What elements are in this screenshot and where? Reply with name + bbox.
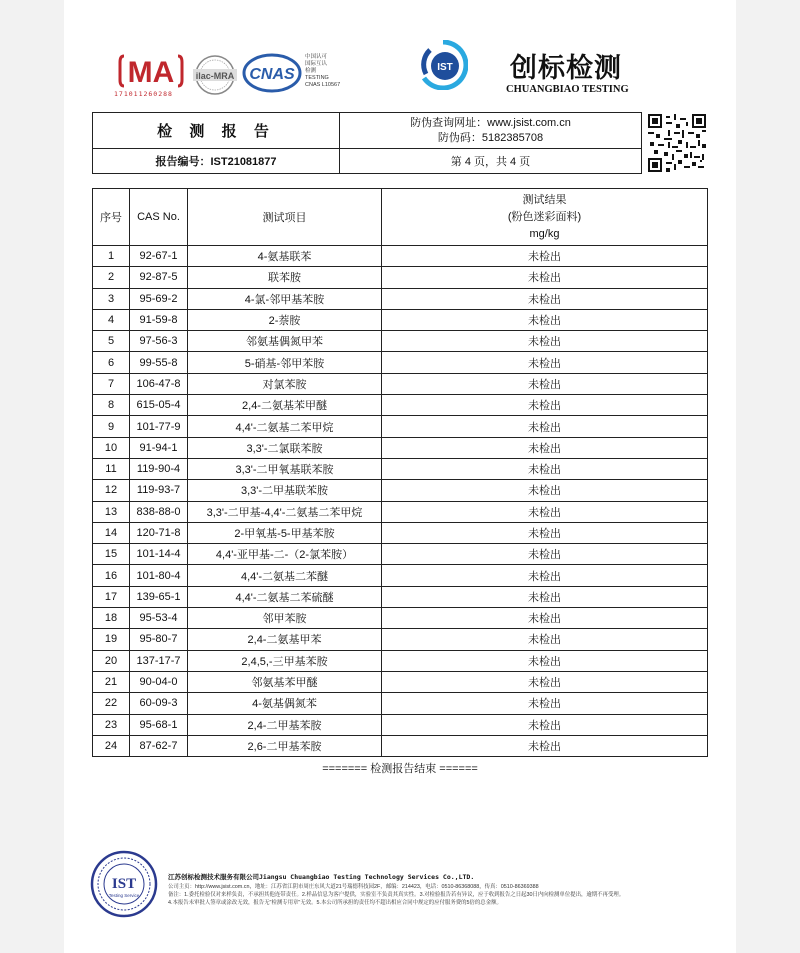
company-name: 江苏创标检测技术服务有限公司Jiangsu Chuangbiao Testing Technology Services Co.,LTD. bbox=[168, 873, 475, 881]
header-result-title: 测试结果 bbox=[522, 193, 567, 206]
cell-item: 4,4'-二氨基二苯甲烷 bbox=[188, 416, 382, 437]
cell-result: 未检出 bbox=[382, 522, 708, 543]
table-row bbox=[93, 437, 708, 458]
cell-result: 未检出 bbox=[382, 586, 708, 607]
cell-result: 未检出 bbox=[382, 331, 708, 352]
cell-result: 未检出 bbox=[382, 458, 708, 479]
cell-item: 5-硝基-邻甲苯胺 bbox=[188, 352, 382, 373]
table-row bbox=[93, 331, 708, 352]
footer-note-2: 4.本报告未审批人签章或涂改无效，报告无"检测专用章"无效。5.本公司所承担的责任均不超出相应合同中规定的应付服务费的5倍的总金额。 bbox=[168, 900, 502, 906]
table-row bbox=[93, 373, 708, 394]
cell-result: 未检出 bbox=[382, 501, 708, 522]
cell-cas: 120-71-8 bbox=[130, 522, 188, 543]
header-result-sample: (粉色迷彩面料) bbox=[507, 210, 582, 223]
cell-item: 4-氯-邻甲基苯胺 bbox=[188, 288, 382, 309]
table-row bbox=[93, 395, 708, 416]
company-address: 公司主页：http://www.jsist.com.cn，地址：江苏省江阴市周庄东风大道21号瑞德科技园2F，邮编：214423，电话：0510-86368088，传真：0510-86369388 bbox=[168, 884, 539, 890]
cell-seq: 22 bbox=[93, 693, 130, 714]
report-info-box bbox=[92, 112, 642, 174]
table-header-row bbox=[93, 189, 708, 246]
verify-url: 防伪查询网址：www.jsist.com.cn bbox=[410, 116, 571, 129]
ist-logo bbox=[418, 40, 468, 90]
ilac-mra-logo bbox=[192, 54, 238, 96]
company-seal-icon bbox=[90, 850, 158, 918]
cell-result: 未检出 bbox=[382, 565, 708, 586]
cell-cas: 87-62-7 bbox=[130, 735, 188, 756]
table-row bbox=[93, 288, 708, 309]
footer-notes bbox=[168, 883, 624, 907]
cell-seq: 13 bbox=[93, 501, 130, 522]
cell-cas: 95-69-2 bbox=[130, 288, 188, 309]
table-row bbox=[93, 458, 708, 479]
cell-seq: 14 bbox=[93, 522, 130, 543]
cell-cas: 137-17-7 bbox=[130, 650, 188, 671]
cell-result: 未检出 bbox=[382, 352, 708, 373]
cell-item: 2,4-二氨基甲苯 bbox=[188, 629, 382, 650]
cell-result: 未检出 bbox=[382, 309, 708, 330]
cell-cas: 139-65-1 bbox=[130, 586, 188, 607]
page-indicator: 第 4 页，共 4 页 bbox=[450, 156, 531, 168]
cell-result: 未检出 bbox=[382, 416, 708, 437]
cnas-accreditation-text bbox=[305, 54, 340, 89]
cell-cas: 615-05-4 bbox=[130, 395, 188, 416]
cell-item: 3,3'-二甲氧基联苯胺 bbox=[188, 458, 382, 479]
cell-cas: 106-47-8 bbox=[130, 373, 188, 394]
cell-result: 未检出 bbox=[382, 544, 708, 565]
cell-item: 2-萘胺 bbox=[188, 309, 382, 330]
page-number-cell bbox=[340, 149, 641, 173]
cell-result: 未检出 bbox=[382, 480, 708, 501]
cell-seq: 6 bbox=[93, 352, 130, 373]
table-row bbox=[93, 608, 708, 629]
cell-cas: 91-94-1 bbox=[130, 437, 188, 458]
cell-seq: 5 bbox=[93, 331, 130, 352]
table-row bbox=[93, 714, 708, 735]
cell-cas: 95-68-1 bbox=[130, 714, 188, 735]
anti-fake-cell bbox=[340, 113, 641, 149]
cell-seq: 24 bbox=[93, 735, 130, 756]
cell-item: 4-氨基联苯 bbox=[188, 246, 382, 267]
cell-cas: 60-09-3 bbox=[130, 693, 188, 714]
cell-cas: 101-14-4 bbox=[130, 544, 188, 565]
cell-seq: 17 bbox=[93, 586, 130, 607]
cell-seq: 20 bbox=[93, 650, 130, 671]
header-cas: CAS No. bbox=[130, 189, 188, 246]
cnas-line: CNAS L10567 bbox=[305, 82, 341, 88]
cell-item: 4,4'-二氨基二苯醚 bbox=[188, 565, 382, 586]
cell-item: 2,4-二甲基苯胺 bbox=[188, 714, 382, 735]
cell-result: 未检出 bbox=[382, 650, 708, 671]
cell-item: 4-氨基偶氮苯 bbox=[188, 693, 382, 714]
cell-item: 2,4,5,-三甲基苯胺 bbox=[188, 650, 382, 671]
cell-cas: 101-77-9 bbox=[130, 416, 188, 437]
cell-seq: 3 bbox=[93, 288, 130, 309]
table-row bbox=[93, 565, 708, 586]
cell-seq: 2 bbox=[93, 267, 130, 288]
header-result-unit: mg/kg bbox=[529, 227, 560, 240]
cell-result: 未检出 bbox=[382, 373, 708, 394]
cell-item: 对氯苯胺 bbox=[188, 373, 382, 394]
cell-cas: 99-55-8 bbox=[130, 352, 188, 373]
cell-item: 3,3'-二甲基-4,4'-二氨基二苯甲烷 bbox=[188, 501, 382, 522]
cnas-logo-text: CNAS bbox=[249, 66, 295, 83]
cell-seq: 16 bbox=[93, 565, 130, 586]
cell-item: 邻甲苯胺 bbox=[188, 608, 382, 629]
cell-item: 邻氨基偶氮甲苯 bbox=[188, 331, 382, 352]
brand-name-cn: 创标检测 bbox=[510, 53, 622, 84]
cell-item: 邻氨基苯甲醚 bbox=[188, 671, 382, 692]
table-row bbox=[93, 671, 708, 692]
table-row bbox=[93, 629, 708, 650]
cell-cas: 119-93-7 bbox=[130, 480, 188, 501]
report-number: 报告编号：IST21081877 bbox=[155, 156, 277, 168]
table-row bbox=[93, 650, 708, 671]
cell-cas: 95-80-7 bbox=[130, 629, 188, 650]
cnas-line: 中国认可 bbox=[305, 54, 328, 60]
report-number-cell bbox=[93, 149, 340, 173]
cell-result: 未检出 bbox=[382, 267, 708, 288]
cell-result: 未检出 bbox=[382, 693, 708, 714]
seal-text: IST bbox=[111, 876, 137, 892]
cell-cas: 91-59-8 bbox=[130, 309, 188, 330]
cell-cas: 90-04-0 bbox=[130, 671, 188, 692]
table-row bbox=[93, 693, 708, 714]
cell-seq: 18 bbox=[93, 608, 130, 629]
cnas-line: 检测 bbox=[305, 68, 317, 74]
table-row bbox=[93, 522, 708, 543]
ist-logo-text: IST bbox=[437, 62, 453, 73]
cnas-line: TESTING bbox=[305, 75, 329, 81]
cell-seq: 12 bbox=[93, 480, 130, 501]
table-row bbox=[93, 246, 708, 267]
cell-seq: 11 bbox=[93, 458, 130, 479]
qr-code bbox=[648, 114, 706, 172]
cell-item: 3,3'-二甲基联苯胺 bbox=[188, 480, 382, 501]
table-row bbox=[93, 352, 708, 373]
cell-result: 未检出 bbox=[382, 671, 708, 692]
cell-seq: 21 bbox=[93, 671, 130, 692]
table-row bbox=[93, 544, 708, 565]
cell-result: 未检出 bbox=[382, 437, 708, 458]
table-row bbox=[93, 735, 708, 756]
cell-seq: 19 bbox=[93, 629, 130, 650]
report-end-marker: ======= 检测报告结束 ====== bbox=[322, 763, 478, 775]
cell-seq: 9 bbox=[93, 416, 130, 437]
cell-item: 4,4'-亚甲基-二-（2-氯苯胺） bbox=[188, 544, 382, 565]
cma-code: 171011260288 bbox=[114, 90, 173, 98]
cell-item: 4,4'-二氨基二苯硫醚 bbox=[188, 586, 382, 607]
cell-item: 2,6-二甲基苯胺 bbox=[188, 735, 382, 756]
header-result bbox=[382, 189, 708, 246]
cell-item: 联苯胺 bbox=[188, 267, 382, 288]
cell-result: 未检出 bbox=[382, 395, 708, 416]
table-row bbox=[93, 480, 708, 501]
cell-result: 未检出 bbox=[382, 735, 708, 756]
cell-cas: 92-87-5 bbox=[130, 267, 188, 288]
cell-result: 未检出 bbox=[382, 288, 708, 309]
cell-result: 未检出 bbox=[382, 714, 708, 735]
cell-seq: 1 bbox=[93, 246, 130, 267]
cell-seq: 23 bbox=[93, 714, 130, 735]
table-row bbox=[93, 501, 708, 522]
cell-seq: 7 bbox=[93, 373, 130, 394]
table-row bbox=[93, 309, 708, 330]
cma-logo-text: MA bbox=[127, 56, 175, 89]
seal-subtext: Testing Service bbox=[108, 893, 140, 898]
cell-cas: 97-56-3 bbox=[130, 331, 188, 352]
cell-cas: 101-80-4 bbox=[130, 565, 188, 586]
report-title-cell bbox=[93, 113, 340, 149]
cell-item: 2-甲氧基-5-甲基苯胺 bbox=[188, 522, 382, 543]
cell-result: 未检出 bbox=[382, 608, 708, 629]
cell-seq: 15 bbox=[93, 544, 130, 565]
verify-code: 防伪码：5182385708 bbox=[437, 131, 544, 144]
cell-result: 未检出 bbox=[382, 629, 708, 650]
cell-cas: 92-67-1 bbox=[130, 246, 188, 267]
report-title: 检 测 报 告 bbox=[157, 122, 275, 140]
cell-seq: 8 bbox=[93, 395, 130, 416]
cell-seq: 10 bbox=[93, 437, 130, 458]
cnas-logo bbox=[242, 52, 302, 94]
cell-cas: 119-90-4 bbox=[130, 458, 188, 479]
header-item: 测试项目 bbox=[188, 189, 382, 246]
cell-cas: 95-53-4 bbox=[130, 608, 188, 629]
cnas-line: 国际互认 bbox=[305, 61, 328, 67]
cma-logo bbox=[118, 52, 184, 90]
cell-item: 2,4-二氨基苯甲醚 bbox=[188, 395, 382, 416]
cell-seq: 4 bbox=[93, 309, 130, 330]
brand-name-en: CHUANGBIAO TESTING bbox=[506, 84, 629, 95]
cell-cas: 838-88-0 bbox=[130, 501, 188, 522]
table-row bbox=[93, 586, 708, 607]
ilac-logo-text: ilac-MRA bbox=[195, 71, 235, 81]
footer-note-1: 备注：1.委托检验仅对来样负责，不承担其他连带责任。2.样品信息为客户提供，实验室不负责其真实性。3.对检验报告若有异议，应于收到报告之日起30日内向检测单位提出，逾期不再受理。 bbox=[168, 892, 625, 898]
table-row bbox=[93, 416, 708, 437]
cell-result: 未检出 bbox=[382, 246, 708, 267]
table-row bbox=[93, 267, 708, 288]
header-seq: 序号 bbox=[93, 189, 130, 246]
cell-item: 3,3'-二氯联苯胺 bbox=[188, 437, 382, 458]
test-results-table bbox=[92, 188, 708, 757]
